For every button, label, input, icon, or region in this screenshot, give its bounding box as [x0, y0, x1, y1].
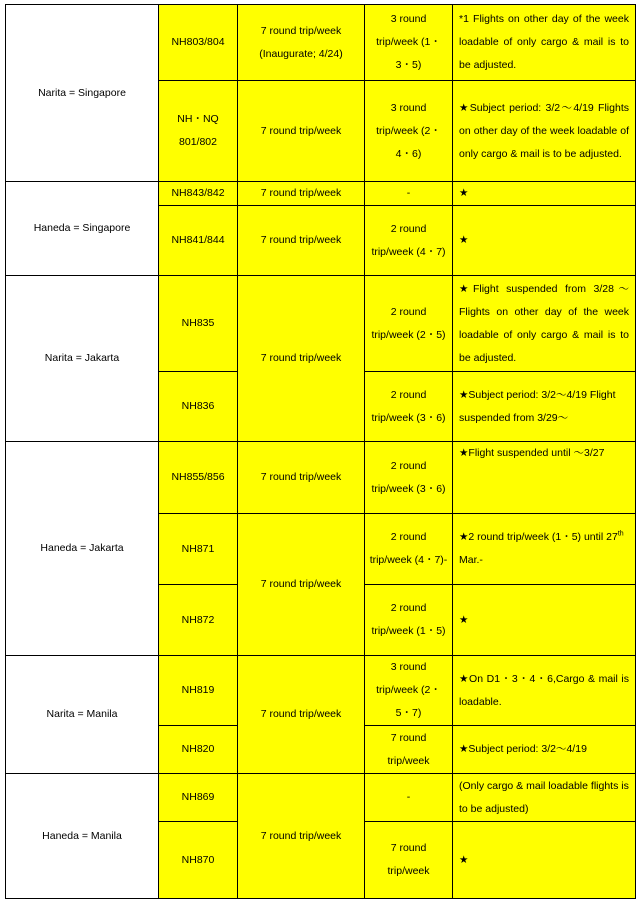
frequency-cell: 2 round trip/week (3・6) — [365, 372, 453, 442]
flight-number-cell: NH871 — [159, 514, 238, 585]
frequency-cell: 2 round trip/week (3・6) — [365, 442, 453, 514]
route-cell: Haneda = Singapore — [6, 182, 159, 276]
frequency-cell: 3 round trip/week (2・4・6) — [365, 81, 453, 182]
note-cell: ★Subject period: 3/2～4/19 Flight suspended from 3/29～ — [453, 372, 636, 442]
flight-number-cell: NH819 — [159, 656, 238, 726]
frequency-cell: 7 round trip/week — [365, 822, 453, 899]
frequency-cell: - — [365, 182, 453, 206]
note-cell: ★On D1・3・4・6,Cargo & mail is loadable. — [453, 656, 636, 726]
note-cell: ★Subject period: 3/2～4/19 — [453, 726, 636, 774]
flight-number-cell: NH869 — [159, 774, 238, 822]
flight-schedule-table — [5, 4, 636, 899]
flight-number-cell: NH・NQ 801/802 — [159, 81, 238, 182]
frequency-cell: 2 round trip/week (4・7) — [365, 206, 453, 276]
note-cell: (Only cargo & mail loadable flights is to be adjusted) — [453, 774, 636, 822]
table-row — [6, 656, 636, 726]
note-cell: *1 Flights on other day of the week loadable of only cargo & mail is to be adjusted. — [453, 5, 636, 81]
flight-number-cell: NH855/856 — [159, 442, 238, 514]
table-row — [6, 774, 636, 822]
flight-number-cell: NH803/804 — [159, 5, 238, 81]
table-row — [6, 5, 636, 81]
route-cell: Haneda = Manila — [6, 774, 159, 899]
route-cell: Narita = Jakarta — [6, 276, 159, 442]
note-text-after: Mar.- — [459, 554, 483, 566]
note-text: ★2 round trip/week (1・5) until 27 — [459, 531, 618, 543]
schedule-cell: 7 round trip/week — [238, 514, 365, 656]
frequency-cell: 2 round trip/week (4・7)- — [365, 514, 453, 585]
note-cell: ★Flight suspended until ～3/27 — [453, 442, 636, 514]
frequency-cell: 7 round trip/week — [365, 726, 453, 774]
schedule-cell: 7 round trip/week — [238, 81, 365, 182]
note-cell: ★Flight suspended from 3/28～ Flights on other day of the week loadable of only cargo & mail is to be adjusted. — [453, 276, 636, 372]
schedule-cell: 7 round trip/week — [238, 774, 365, 899]
route-cell: Haneda = Jakarta — [6, 442, 159, 656]
route-cell: Narita = Singapore — [6, 5, 159, 182]
schedule-cell: 7 round trip/week — [238, 206, 365, 276]
frequency-cell: - — [365, 774, 453, 822]
note-cell: ★ — [453, 822, 636, 899]
flight-number-cell: NH836 — [159, 372, 238, 442]
flight-number-cell: NH843/842 — [159, 182, 238, 206]
frequency-cell: 3 round trip/week (2・5・7) — [365, 656, 453, 726]
note-cell: ★ — [453, 206, 636, 276]
frequency-cell: 3 round trip/week (1・3・5) — [365, 5, 453, 81]
flight-number-cell: NH820 — [159, 726, 238, 774]
schedule-cell: 7 round trip/week — [238, 276, 365, 442]
flight-number-cell: NH870 — [159, 822, 238, 899]
frequency-cell: 2 round trip/week (2・5) — [365, 276, 453, 372]
schedule-cell: 7 round trip/week — [238, 656, 365, 774]
note-cell: ★Subject period: 3/2～4/19 Flights on other day of the week loadable of only cargo & mail is to be adjusted. — [453, 81, 636, 182]
schedule-cell: 7 round trip/week (Inaugurate; 4/24) — [238, 5, 365, 81]
note-cell: ★ — [453, 585, 636, 656]
schedule-cell: 7 round trip/week — [238, 182, 365, 206]
table-row — [6, 182, 636, 206]
table-row — [6, 442, 636, 514]
note-cell — [453, 514, 636, 585]
route-cell: Narita = Manila — [6, 656, 159, 774]
flight-number-cell: NH835 — [159, 276, 238, 372]
note-superscript: th — [617, 530, 624, 538]
flight-number-cell: NH841/844 — [159, 206, 238, 276]
frequency-cell: 2 round trip/week (1・5) — [365, 585, 453, 656]
table-row — [6, 276, 636, 372]
flight-number-cell: NH872 — [159, 585, 238, 656]
note-cell: ★ — [453, 182, 636, 206]
schedule-cell: 7 round trip/week — [238, 442, 365, 514]
